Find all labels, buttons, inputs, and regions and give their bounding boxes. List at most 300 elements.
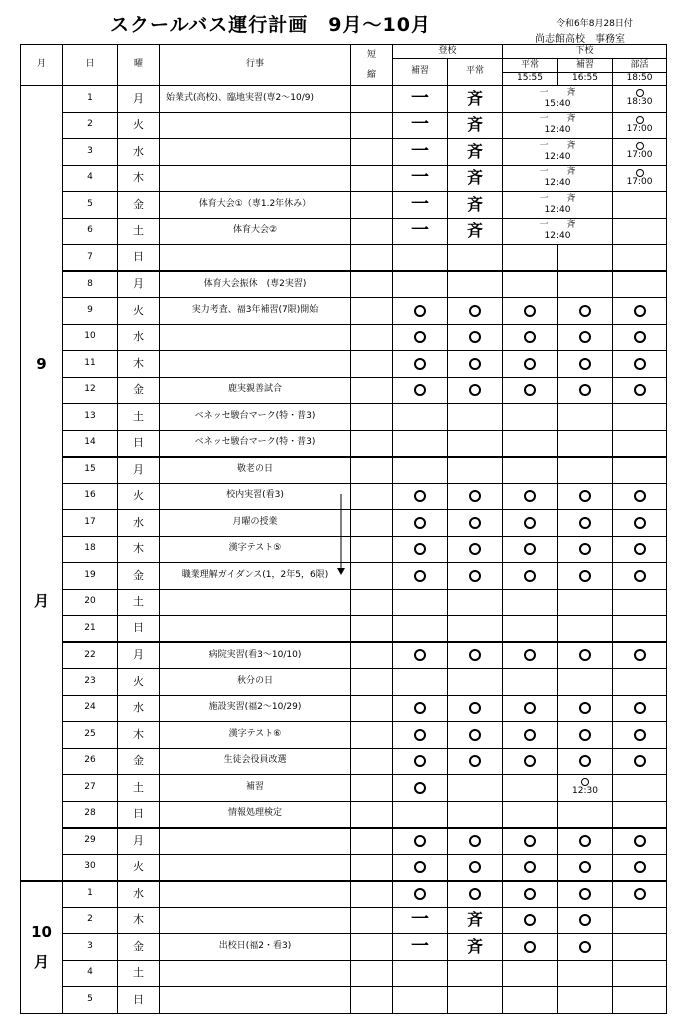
ichisei-mark: 一 斉 <box>539 167 576 178</box>
weekday-cell: 日 <box>118 616 160 643</box>
event-cell: ベネッセ駿台マーク(特・普3) <box>160 404 351 431</box>
short-cell <box>351 510 393 537</box>
morning-hoshu-cell <box>393 351 448 378</box>
circle-mark <box>524 517 536 529</box>
day-cell: 11 <box>63 351 118 378</box>
event-cell: 秋分の日 <box>160 669 351 696</box>
circle-mark <box>579 358 591 370</box>
evening-ichisei-cell <box>503 165 613 192</box>
morning-heijo-cell <box>448 192 503 219</box>
evening-hoshu-cell <box>558 748 613 775</box>
morning-heijo-cell <box>448 589 503 616</box>
table-row <box>21 722 667 749</box>
morning-heijo-cell <box>448 748 503 775</box>
event-cell <box>160 828 351 855</box>
short-cell <box>351 722 393 749</box>
evening-heijo-cell <box>503 245 558 272</box>
short-cell <box>351 748 393 775</box>
evening-bukatsu-cell <box>613 987 667 1014</box>
circle-mark <box>579 702 591 714</box>
day-cell: 3 <box>63 934 118 961</box>
morning-heijo-cell <box>448 430 503 457</box>
morning-heijo-cell <box>448 298 503 325</box>
weekday-cell: 火 <box>118 298 160 325</box>
circle-mark <box>414 861 426 873</box>
event-cell <box>160 245 351 272</box>
weekday-cell: 水 <box>118 139 160 166</box>
table-row <box>21 218 667 245</box>
header-time-hoshu: 16:55 <box>558 73 613 86</box>
month-label: 月 <box>33 591 49 610</box>
day-cell: 2 <box>63 112 118 139</box>
table-row <box>21 907 667 934</box>
ichi-mark: 一 <box>411 193 429 215</box>
morning-hoshu-cell <box>393 907 448 934</box>
circle-mark <box>581 778 589 786</box>
short-cell <box>351 616 393 643</box>
table-row <box>21 669 667 696</box>
circle-mark <box>634 305 646 317</box>
short-cell <box>351 934 393 961</box>
morning-hoshu-cell <box>393 271 448 298</box>
issue-date: 令和6年8月28日付 <box>556 19 633 29</box>
event-cell: 体育大会② <box>160 218 351 245</box>
circle-mark <box>579 729 591 741</box>
circle-mark <box>524 570 536 582</box>
circle-mark <box>634 570 646 582</box>
evening-bukatsu-cell <box>613 695 667 722</box>
circle-mark <box>524 649 536 661</box>
evening-hoshu-cell <box>558 510 613 537</box>
table-row <box>21 748 667 775</box>
weekday-cell: 月 <box>118 86 160 113</box>
circle-mark <box>579 305 591 317</box>
evening-heijo-cell <box>503 616 558 643</box>
day-cell: 14 <box>63 430 118 457</box>
evening-bukatsu-cell <box>613 510 667 537</box>
departure-time: 15:40 <box>544 98 571 109</box>
circle-mark <box>524 888 536 900</box>
circle-mark <box>579 755 591 767</box>
day-cell: 5 <box>63 987 118 1014</box>
evening-hoshu-cell <box>558 907 613 934</box>
circle-mark <box>414 384 426 396</box>
evening-heijo-cell <box>503 351 558 378</box>
short-cell <box>351 987 393 1014</box>
circle-mark <box>579 384 591 396</box>
circle-mark <box>579 861 591 873</box>
day-cell: 19 <box>63 563 118 590</box>
departure-time: 12:30 <box>572 786 598 797</box>
short-cell <box>351 271 393 298</box>
evening-bukatsu-cell <box>613 934 667 961</box>
day-cell: 1 <box>63 881 118 908</box>
circle-mark <box>414 305 426 317</box>
evening-heijo-cell <box>503 801 558 828</box>
day-cell: 16 <box>63 483 118 510</box>
morning-hoshu-cell <box>393 377 448 404</box>
ichi-mark: 一 <box>411 87 429 109</box>
event-cell <box>160 854 351 881</box>
short-cell <box>351 960 393 987</box>
day-cell: 30 <box>63 854 118 881</box>
morning-hoshu-cell <box>393 748 448 775</box>
header-weekday: 曜 <box>118 45 160 86</box>
table-row <box>21 589 667 616</box>
circle-mark <box>414 649 426 661</box>
weekday-cell: 火 <box>118 483 160 510</box>
weekday-cell: 土 <box>118 218 160 245</box>
header-time-bukatsu: 18:50 <box>613 73 667 86</box>
weekday-cell: 月 <box>118 642 160 669</box>
header-morning-hoshu: 補習 <box>393 59 448 86</box>
circle-mark <box>524 729 536 741</box>
circle-mark <box>634 729 646 741</box>
ichi-mark: 一 <box>411 935 429 957</box>
event-cell: 情報処理検定 <box>160 801 351 828</box>
evening-heijo-cell <box>503 669 558 696</box>
morning-heijo-cell <box>448 669 503 696</box>
table-row <box>21 642 667 669</box>
event-cell <box>160 907 351 934</box>
morning-heijo-cell <box>448 271 503 298</box>
circle-mark <box>524 358 536 370</box>
evening-heijo-cell <box>503 775 558 802</box>
day-cell: 29 <box>63 828 118 855</box>
evening-bukatsu-cell <box>613 722 667 749</box>
morning-hoshu-cell <box>393 695 448 722</box>
evening-hoshu-cell <box>558 351 613 378</box>
weekday-cell: 木 <box>118 165 160 192</box>
evening-bukatsu-cell <box>613 139 667 166</box>
morning-hoshu-cell <box>393 112 448 139</box>
event-cell: 校内実習(看3) <box>160 483 351 510</box>
short-cell <box>351 536 393 563</box>
circle-mark <box>524 490 536 502</box>
circle-mark <box>469 543 481 555</box>
evening-bukatsu-cell <box>613 112 667 139</box>
sei-mark: 斉 <box>467 221 484 241</box>
circle-mark <box>524 861 536 873</box>
header-short-line1: 短 <box>366 50 376 60</box>
evening-hoshu-cell <box>558 722 613 749</box>
morning-heijo-cell <box>448 139 503 166</box>
day-cell: 12 <box>63 377 118 404</box>
morning-hoshu-cell <box>393 828 448 855</box>
evening-bukatsu-cell <box>613 881 667 908</box>
evening-hoshu-cell <box>558 801 613 828</box>
evening-heijo-cell <box>503 324 558 351</box>
header-time-heijo: 15:55 <box>503 73 558 86</box>
day-cell: 18 <box>63 536 118 563</box>
evening-bukatsu-cell <box>613 165 667 192</box>
morning-heijo-cell <box>448 987 503 1014</box>
table-row <box>21 616 667 643</box>
table-row <box>21 854 667 881</box>
evening-heijo-cell <box>503 881 558 908</box>
evening-bukatsu-cell <box>613 218 667 245</box>
short-cell <box>351 351 393 378</box>
evening-ichisei-cell <box>503 112 613 139</box>
event-cell: 漢字テスト⑤ <box>160 536 351 563</box>
circle-mark <box>579 517 591 529</box>
circle-mark <box>634 517 646 529</box>
day-cell: 21 <box>63 616 118 643</box>
circle-mark <box>414 358 426 370</box>
short-cell <box>351 828 393 855</box>
short-cell <box>351 218 393 245</box>
weekday-cell: 水 <box>118 881 160 908</box>
table-row <box>21 934 667 961</box>
circle-mark <box>524 543 536 555</box>
morning-heijo-cell <box>448 165 503 192</box>
table-row <box>21 298 667 325</box>
evening-heijo-cell <box>503 536 558 563</box>
circle-mark <box>469 490 481 502</box>
evening-heijo-cell <box>503 722 558 749</box>
header-short <box>351 45 393 86</box>
evening-bukatsu-cell <box>613 669 667 696</box>
club-time: 17:00 <box>626 176 653 187</box>
evening-bukatsu-cell <box>613 324 667 351</box>
day-cell: 8 <box>63 271 118 298</box>
short-cell <box>351 139 393 166</box>
day-cell: 3 <box>63 139 118 166</box>
evening-heijo-cell <box>503 298 558 325</box>
circle-mark <box>414 490 426 502</box>
table-row <box>21 828 667 855</box>
table-row <box>21 245 667 272</box>
evening-hoshu-cell <box>558 536 613 563</box>
morning-hoshu-cell <box>393 324 448 351</box>
short-cell <box>351 298 393 325</box>
day-cell: 25 <box>63 722 118 749</box>
evening-hoshu-cell <box>558 563 613 590</box>
short-cell <box>351 404 393 431</box>
club-time: 18:30 <box>626 97 653 108</box>
sei-mark: 斉 <box>467 936 484 956</box>
short-cell <box>351 112 393 139</box>
circle-mark <box>414 331 426 343</box>
circle-mark <box>579 543 591 555</box>
ichi-mark: 一 <box>411 167 429 189</box>
event-cell: 職業理解ガイダンス(1，2年5，6限) <box>160 563 351 590</box>
evening-heijo-cell <box>503 430 558 457</box>
morning-hoshu-cell <box>393 563 448 590</box>
evening-bukatsu-cell <box>613 351 667 378</box>
day-cell: 26 <box>63 748 118 775</box>
evening-hoshu-cell <box>558 960 613 987</box>
evening-hoshu-cell <box>558 298 613 325</box>
morning-hoshu-cell <box>393 86 448 113</box>
evening-bukatsu-cell <box>613 775 667 802</box>
evening-bukatsu-cell <box>613 960 667 987</box>
evening-bukatsu-cell <box>613 298 667 325</box>
circle-mark <box>414 517 426 529</box>
evening-heijo-cell <box>503 642 558 669</box>
weekday-cell: 木 <box>118 907 160 934</box>
event-cell <box>160 351 351 378</box>
short-cell <box>351 881 393 908</box>
evening-hoshu-cell <box>558 987 613 1014</box>
morning-hoshu-cell <box>393 881 448 908</box>
header-day: 日 <box>63 45 118 86</box>
day-cell: 4 <box>63 960 118 987</box>
circle-mark <box>579 649 591 661</box>
evening-heijo-cell <box>503 934 558 961</box>
morning-heijo-cell <box>448 960 503 987</box>
circle-mark <box>469 384 481 396</box>
ichisei-mark: 一 斉 <box>539 193 576 204</box>
short-cell <box>351 669 393 696</box>
circle-mark <box>634 888 646 900</box>
table-row <box>21 987 667 1014</box>
table-row <box>21 324 667 351</box>
header-short-line2: 縮 <box>366 70 376 80</box>
header-evening-hoshu: 補習 <box>558 59 613 73</box>
short-cell <box>351 377 393 404</box>
morning-hoshu-cell <box>393 139 448 166</box>
sei-mark: 斉 <box>467 910 484 930</box>
weekday-cell: 金 <box>118 934 160 961</box>
morning-hoshu-cell <box>393 298 448 325</box>
weekday-cell: 土 <box>118 404 160 431</box>
circle-mark <box>469 835 481 847</box>
table-row <box>21 775 667 802</box>
header-event: 行事 <box>160 45 351 86</box>
day-cell: 27 <box>63 775 118 802</box>
event-cell: 体育大会①（専1.2年休み） <box>160 192 351 219</box>
evening-bukatsu-cell <box>613 748 667 775</box>
evening-bukatsu-cell <box>613 271 667 298</box>
evening-ichisei-cell <box>503 139 613 166</box>
morning-heijo-cell <box>448 483 503 510</box>
circle-mark <box>414 702 426 714</box>
weekday-cell: 日 <box>118 801 160 828</box>
morning-hoshu-cell <box>393 430 448 457</box>
weekday-cell: 火 <box>118 854 160 881</box>
short-cell <box>351 589 393 616</box>
morning-hoshu-cell <box>393 536 448 563</box>
weekday-cell: 月 <box>118 271 160 298</box>
weekday-cell: 木 <box>118 722 160 749</box>
evening-bukatsu-cell <box>613 536 667 563</box>
circle-mark <box>524 914 536 926</box>
table-row <box>21 801 667 828</box>
morning-hoshu-cell <box>393 775 448 802</box>
evening-heijo-cell <box>503 828 558 855</box>
departure-time: 12:40 <box>544 178 571 189</box>
circle-mark <box>634 861 646 873</box>
departure-time: 12:40 <box>544 204 571 215</box>
morning-heijo-cell <box>448 695 503 722</box>
event-cell <box>160 112 351 139</box>
circle-mark <box>414 755 426 767</box>
day-cell: 22 <box>63 642 118 669</box>
circle-mark <box>579 490 591 502</box>
evening-bukatsu-cell <box>613 483 667 510</box>
event-cell: 実力考査、福3年補習(7限)開始 <box>160 298 351 325</box>
day-cell: 20 <box>63 589 118 616</box>
weekday-cell: 木 <box>118 351 160 378</box>
circle-mark <box>469 755 481 767</box>
circle-mark <box>579 941 591 953</box>
circle-mark <box>414 782 426 794</box>
event-cell <box>160 589 351 616</box>
evening-hoshu-cell <box>558 642 613 669</box>
evening-bukatsu-cell <box>613 589 667 616</box>
evening-ichisei-cell <box>503 192 613 219</box>
ichi-mark: 一 <box>411 140 429 162</box>
day-cell: 23 <box>63 669 118 696</box>
weekday-cell: 日 <box>118 987 160 1014</box>
sei-mark: 斉 <box>467 88 484 108</box>
morning-hoshu-cell <box>393 616 448 643</box>
sei-mark: 斉 <box>467 115 484 135</box>
morning-hoshu-cell <box>393 218 448 245</box>
morning-heijo-cell <box>448 616 503 643</box>
evening-bukatsu-cell <box>613 377 667 404</box>
event-cell: 出校日(福2・看3) <box>160 934 351 961</box>
departure-time: 12:40 <box>544 151 571 162</box>
table-row <box>21 695 667 722</box>
morning-heijo-cell <box>448 510 503 537</box>
short-cell <box>351 854 393 881</box>
circle-mark <box>524 702 536 714</box>
table-row <box>21 881 667 908</box>
morning-heijo-cell <box>448 854 503 881</box>
circle-mark <box>579 331 591 343</box>
circle-mark <box>634 543 646 555</box>
short-cell <box>351 165 393 192</box>
header-evening-heijo: 平常 <box>503 59 558 73</box>
event-cell: 始業式(高校)、臨地実習(専2～10/9) <box>160 86 351 113</box>
day-cell: 17 <box>63 510 118 537</box>
evening-hoshu-cell <box>558 457 613 484</box>
weekday-cell: 火 <box>118 669 160 696</box>
morning-heijo-cell <box>448 324 503 351</box>
header-evening-bukatsu: 部活 <box>613 59 667 73</box>
circle-mark <box>524 835 536 847</box>
ichisei-mark: 一 斉 <box>539 220 576 231</box>
circle-mark <box>636 142 644 150</box>
table-row <box>21 351 667 378</box>
weekday-cell: 日 <box>118 245 160 272</box>
short-cell <box>351 457 393 484</box>
circle-mark <box>469 517 481 529</box>
evening-bukatsu-cell <box>613 828 667 855</box>
day-cell: 28 <box>63 801 118 828</box>
evening-hoshu-cell <box>558 271 613 298</box>
circle-mark <box>414 729 426 741</box>
circle-mark <box>524 941 536 953</box>
event-cell: 病院実習(看3～10/10) <box>160 642 351 669</box>
morning-hoshu-cell <box>393 483 448 510</box>
table-row <box>21 192 667 219</box>
club-time: 17:00 <box>626 150 653 161</box>
evening-hoshu-cell <box>558 881 613 908</box>
circle-mark <box>469 702 481 714</box>
morning-heijo-cell <box>448 722 503 749</box>
circle-mark <box>579 570 591 582</box>
event-cell <box>160 987 351 1014</box>
evening-heijo-cell <box>503 404 558 431</box>
event-cell: 漢字テスト⑥ <box>160 722 351 749</box>
morning-heijo-cell <box>448 934 503 961</box>
morning-heijo-cell <box>448 457 503 484</box>
evening-heijo-cell <box>503 457 558 484</box>
short-cell <box>351 775 393 802</box>
